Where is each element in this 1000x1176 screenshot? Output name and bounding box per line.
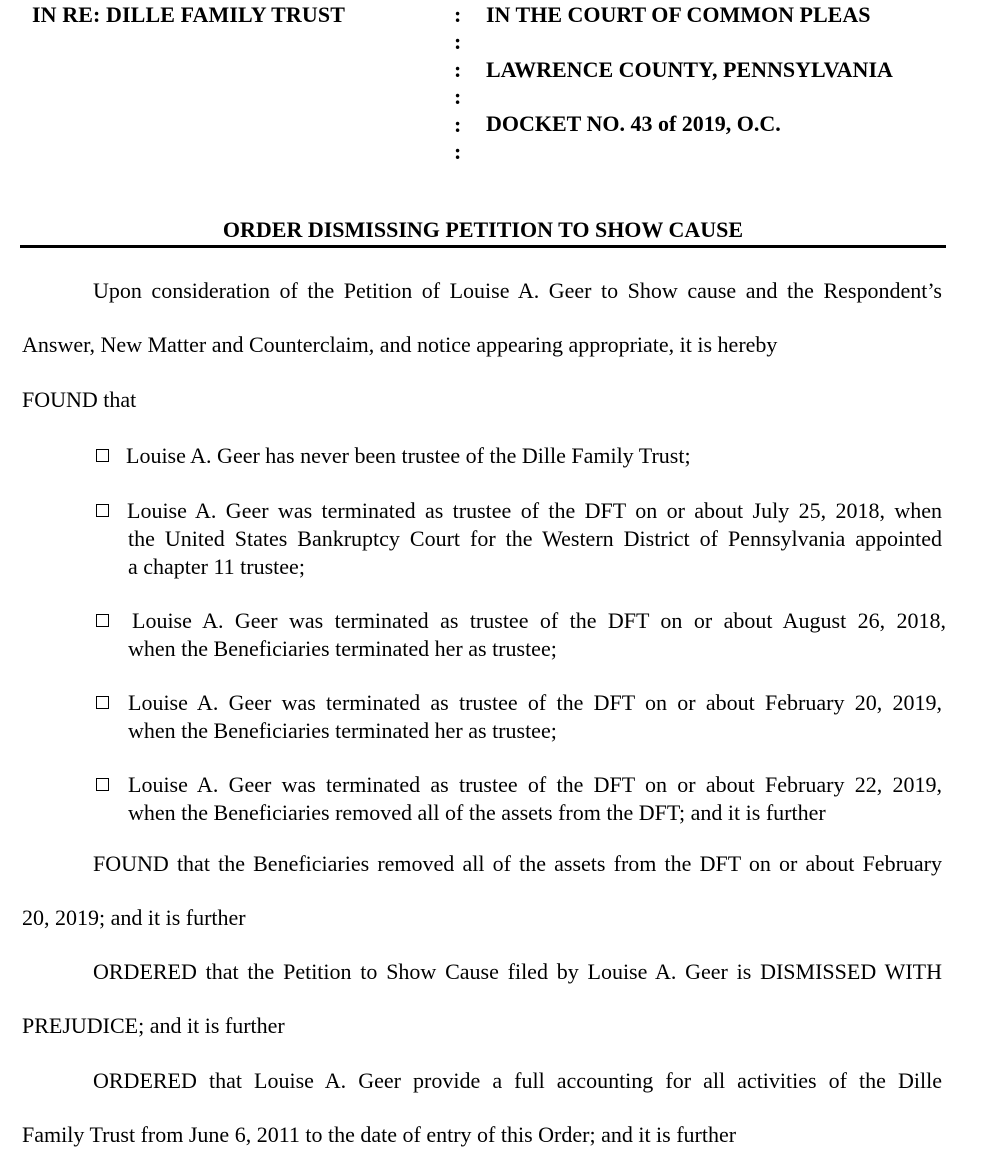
caption-colon: : (454, 2, 462, 27)
caption-colon: : (454, 111, 462, 137)
checkbox-icon[interactable] (96, 504, 109, 517)
order-title: ORDER DISMISSING PETITION TO SHOW CAUSE (20, 216, 946, 248)
paragraph-line: PREJUDICE; and it is further (22, 1013, 285, 1039)
paragraph-line: ORDERED that Louise A. Geer provide a full accounting for all activities of the Dille (93, 1068, 942, 1093)
case-caption (0, 0, 1000, 170)
option-text: Louise A. Geer was terminated as trustee of the DFT on or about February 20, 2019, (128, 690, 942, 715)
checkbox-icon[interactable] (96, 696, 109, 709)
option-text: when the Beneficiaries terminated her as trustee; (128, 718, 557, 743)
paragraph-line: ORDERED that the Petition to Show Cause filed by Louise A. Geer is DISMISSED WITH (93, 959, 942, 984)
checkbox-icon[interactable] (96, 778, 109, 791)
option-text: a chapter 11 trustee; (128, 554, 305, 579)
option-text: Louise A. Geer was terminated as trustee of the DFT on or about February 22, 2019, (128, 772, 942, 797)
docket-number: DOCKET NO. 43 of 2019, O.C. (486, 111, 781, 137)
option-text: the United States Bankruptcy Court for the Western District of Pennsylvania appointed (128, 526, 942, 551)
option-text: Louise A. Geer has never been trustee of the Dille Family Trust; (126, 443, 691, 468)
intro-paragraph (22, 277, 942, 440)
paragraph-line: 20, 2019; and it is further (22, 905, 246, 931)
caption-colon-column (454, 1, 466, 165)
paragraph-line: Answer, New Matter and Counterclaim, and notice appearing appropriate, it is hereby (22, 332, 778, 358)
paragraph-line: FOUND that (22, 386, 137, 412)
checkbox-icon[interactable] (96, 614, 109, 627)
paragraph-line: Upon consideration of the Petition of Louise A. Geer to Show cause and the Respondent’s (93, 278, 942, 303)
caption-colon: : (454, 56, 462, 82)
ordered-dismissal-paragraph (22, 958, 942, 1067)
option-text: Louise A. Geer was terminated as trustee of the DFT on or about July 25, 2018, when (127, 498, 942, 523)
option-text: when the Beneficiaries removed all of the assets from the DFT; and it is further (128, 800, 826, 825)
caption-colon: : (454, 29, 462, 55)
caption-colon: : (454, 84, 462, 110)
found-paragraph (22, 850, 942, 959)
court-info (486, 1, 893, 165)
case-name: IN RE: DILLE FAMILY TRUST (32, 2, 346, 27)
caption-colon: : (454, 138, 462, 164)
court-name: IN THE COURT OF COMMON PLEAS (486, 2, 871, 27)
checkbox-icon[interactable] (96, 449, 109, 462)
option-text: Louise A. Geer was terminated as trustee of the DFT on or about August 26, 2018, (132, 608, 946, 633)
option-text: when the Beneficiaries terminated her as trustee; (128, 636, 557, 661)
court-county: LAWRENCE COUNTY, PENNSYLVANIA (486, 56, 893, 82)
ordered-accounting-paragraph (22, 1067, 942, 1176)
paragraph-line: FOUND that the Beneficiaries removed all of the assets from the DFT on or about February (93, 851, 942, 876)
paragraph-line: Family Trust from June 6, 2011 to the date of entry of this Order; and it is further (22, 1122, 737, 1148)
